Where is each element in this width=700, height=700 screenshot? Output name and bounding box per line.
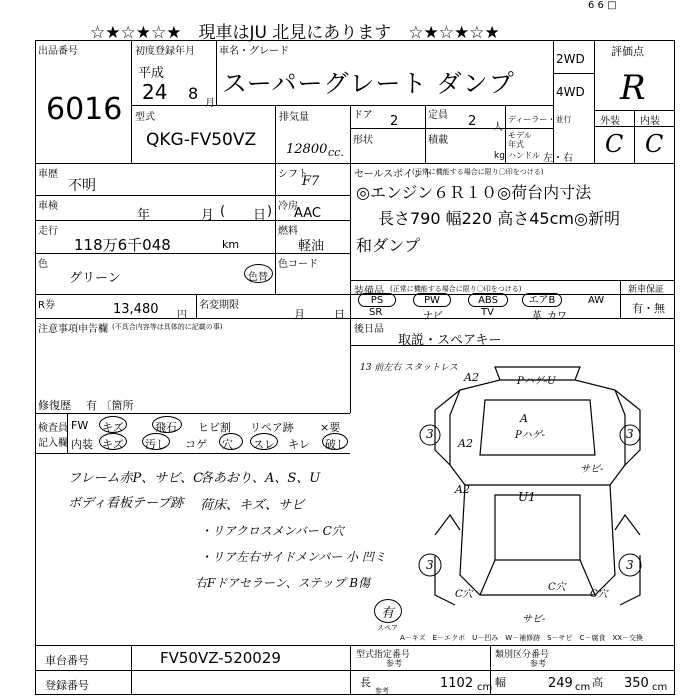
check-int-5: スレ	[253, 438, 275, 451]
dims-ref: 参考	[375, 687, 389, 695]
diagram-a: A	[520, 412, 528, 425]
lot-number: 6016	[46, 92, 123, 127]
remark-2: ボディ看板テープ跡	[68, 496, 184, 511]
header-corner: 6 6 □	[588, 0, 617, 11]
diagram-a2-mid: A2	[455, 483, 470, 496]
mileage-label: 走行	[38, 226, 58, 237]
diagram-3-br: 3	[626, 558, 634, 572]
equipment-label: 装備品	[354, 286, 384, 297]
capacity-label: 定員	[428, 110, 448, 121]
length-value: 1102	[440, 676, 474, 691]
check-ext-1: キズ	[102, 421, 124, 434]
diagram-c-hole-left: C穴	[455, 589, 473, 600]
shape-label: 形状	[353, 135, 373, 146]
car-damage-diagram	[400, 355, 675, 620]
width-label: 幅	[495, 676, 506, 689]
new-manual-label: 新車保証	[628, 285, 665, 295]
interior-grade: C	[645, 130, 664, 158]
remark-6: ・リア左右サイドメンバー 小 凹ミ	[200, 550, 386, 564]
color-value: グリーン	[69, 271, 121, 286]
diagram-3-tl: 3	[426, 427, 434, 441]
recycle-value: 13,480	[113, 302, 159, 317]
chassis-value: FV50VZ-520029	[160, 649, 281, 667]
check-ext-3: ヒビ割	[198, 421, 231, 434]
cooling-label: 冷房	[278, 201, 298, 212]
spare-mark: 有	[381, 606, 395, 621]
inspection-day-open: (	[220, 204, 226, 219]
height-value: 350	[624, 676, 649, 691]
color-change: 色替	[248, 272, 268, 283]
color-label: 色	[38, 259, 48, 270]
category-label: 類別区分番号	[495, 650, 550, 660]
sales-point-label: セールスポイント	[354, 169, 434, 180]
check-int-6: キレ	[288, 438, 310, 451]
doors-label: ドア	[353, 110, 373, 121]
equip-kawa: カワ	[547, 311, 567, 322]
check-ext-2: 飛石	[155, 421, 177, 434]
history-value: 不明	[68, 178, 96, 194]
sales-point-line-3: 和ダンプ	[356, 236, 421, 255]
diagram-3-tr: 3	[626, 427, 634, 441]
check-int-2: 汚し	[145, 438, 167, 451]
remark-4: 荷床、キズ、サビ	[200, 498, 305, 513]
inspection-label: 車検	[38, 201, 58, 212]
equip-leather: 革	[532, 311, 542, 322]
diagram-phage: Pハゲ-	[515, 430, 546, 441]
check-int-1: キズ	[102, 438, 124, 451]
load-unit: kg	[494, 151, 505, 161]
diagram-c-hole-mid: C穴	[548, 582, 566, 593]
header-banner: ☆★☆★☆★ 現車はJU 北見にあります ☆★☆★☆★	[90, 23, 500, 43]
equipment-sublabel: (正常に機能する場合に限り〇印をつける)	[390, 285, 522, 293]
inspection-day: 日	[253, 208, 267, 223]
checks-row1-label: 検査員	[38, 423, 68, 434]
doors-value: 2	[390, 114, 399, 129]
equip-navi: ナビ	[423, 311, 443, 322]
recycle-label: R券	[38, 300, 55, 311]
load-label: 積載	[428, 135, 448, 146]
sales-point-sublabel: (正常に機能する場合に限り〇印をつける)	[412, 168, 544, 176]
chassis-label: 車台番号	[45, 654, 89, 667]
height-unit: cm	[652, 682, 668, 693]
equip-abs: ABS	[468, 293, 508, 307]
registration-month: 8	[188, 84, 199, 103]
ownership-day: 日	[334, 308, 345, 321]
spare-label: スペア	[377, 624, 398, 632]
sales-point-line-2: 長さ790 幅220 高さ45cm◎新明	[378, 209, 620, 228]
drive-4wd: 4WD	[556, 85, 585, 99]
ownership-label: 名変期限	[199, 300, 239, 311]
handle-label: ハンドル	[508, 151, 540, 160]
check-ext-4: リペア跡	[250, 421, 294, 434]
diagram-a2-top: A2	[464, 371, 479, 384]
designation-label: 型式指定番号	[356, 650, 411, 660]
model-value: QKG-FV50VZ	[146, 130, 257, 150]
diagram-pnote: Pハゲ-U	[517, 376, 556, 387]
height-label: 高	[592, 676, 603, 689]
capacity-unit: 人	[493, 122, 503, 133]
engine-value: 12800	[286, 142, 328, 157]
diagram-c-hole-right: C穴	[590, 589, 608, 600]
handle-value: 左・右	[543, 153, 573, 164]
seats-value: 取説・スペアキー	[398, 333, 502, 348]
notes-label: 注意事項申告欄	[38, 324, 108, 335]
model-year-bottom: 年式	[508, 140, 524, 149]
registration-month-unit: 月	[205, 98, 215, 109]
repair-label: 修復歴	[38, 399, 71, 412]
shift-value: F7	[302, 174, 320, 189]
recycle-unit: 円	[177, 310, 187, 321]
model-year-top: モデル	[508, 131, 532, 140]
new-manual-value: 有・無	[632, 302, 665, 315]
exterior-label: 外装	[600, 116, 620, 127]
color-code-label: 色コード	[278, 259, 318, 270]
check-int-4: 穴	[222, 438, 233, 451]
remark-3: 各あおり、A、S、U	[200, 471, 321, 486]
inspection-month: 月	[201, 208, 215, 223]
designation-ref: 参考	[386, 659, 402, 668]
registration-era: 平成	[138, 66, 165, 81]
registration-year: 24	[142, 80, 168, 104]
interior-label: 内装	[640, 116, 660, 127]
check-mark-int-kizu	[99, 433, 127, 450]
diagram-3-bl: 3	[426, 558, 434, 572]
width-unit: cm	[575, 682, 591, 693]
model-label: 型式	[135, 112, 155, 123]
equip-sr: SR	[369, 307, 383, 318]
ownership-month: 月	[294, 308, 305, 321]
inspection-day-close: )	[267, 204, 273, 219]
grade-value: R	[620, 68, 646, 108]
check-fw: FW	[71, 419, 89, 432]
length-unit: cm	[477, 682, 493, 693]
diagram-top-note: 13 前左右 スタットレス	[360, 363, 458, 373]
check-int-7: 破し	[325, 438, 347, 451]
check-mark-kizu	[99, 416, 127, 433]
repair-value: 有 〔箇所	[86, 399, 134, 412]
exterior-grade: C	[605, 130, 624, 158]
history-label: 車歴	[38, 169, 58, 180]
check-mark-tobiishi	[152, 416, 182, 433]
capacity-value: 2	[468, 114, 477, 129]
registration-label: 初度登録年月	[135, 46, 195, 57]
mileage-unit: km	[222, 238, 240, 251]
mileage-value: 118万6千048	[74, 236, 171, 254]
sales-point-line-1: ◎エンジン６Ｒ１０◎荷台内寸法	[356, 183, 592, 202]
remark-1: フレーム赤P、サビ、C	[68, 471, 204, 486]
reg-number-label: 登録番号	[45, 679, 89, 692]
remark-5: ・リアクロスメンバー C穴	[200, 524, 344, 538]
equip-pw: PW	[413, 293, 451, 307]
shift-label: シフト	[278, 169, 308, 180]
engine-unit: cc.	[328, 146, 344, 159]
check-mark-int-yabure	[322, 433, 348, 450]
cooling-value: AAC	[294, 206, 321, 221]
remark-7: 右Fドアセラーン、ステップ B傷	[195, 576, 371, 590]
equip-aw: AW	[588, 295, 605, 306]
diagram-a2-left: A2	[458, 437, 473, 450]
check-mark-int-ana	[219, 433, 243, 450]
seats-label: 後日品	[354, 324, 384, 335]
width-value: 249	[548, 676, 573, 691]
equip-ps: PS	[358, 293, 396, 307]
engine-label: 排気量	[279, 112, 309, 123]
check-ext-5: ×要	[320, 421, 341, 434]
vehicle-name: スーパーグレート ダンプ	[222, 69, 515, 98]
category-ref: 参考	[530, 659, 546, 668]
length-label: 長	[360, 676, 371, 689]
fuel-label: 燃料	[278, 226, 298, 237]
legend-row-1: A－キズ E－エクボ U－凹み W－補修跡 S－サビ C－腐食 XX－交換	[400, 634, 644, 642]
notes-sublabel: (不具合内容等は具体的に記載の事)	[112, 323, 223, 331]
fuel-value: 軽油	[298, 239, 325, 254]
equip-tv: TV	[481, 307, 494, 318]
diagram-sabi-bottom: サビ-	[522, 614, 546, 625]
diagram-sabi-right: サビ-	[580, 464, 604, 475]
equip-airbag: エアB	[522, 293, 562, 307]
diagram-u1: U1	[518, 490, 536, 504]
check-mark-int-sure	[250, 433, 278, 450]
check-mark-int-yogore	[142, 433, 170, 450]
vehicle-label: 車名・グレード	[219, 46, 289, 57]
inspection-year: 年	[137, 208, 151, 223]
grade-label: 評価点	[611, 45, 644, 58]
check-interior-label: 内装	[71, 438, 93, 451]
check-int-3: コゲ	[185, 438, 207, 451]
dealer-label: ディーラー・並行	[508, 115, 572, 124]
drive-2wd: 2WD	[556, 52, 585, 66]
checks-row2-label: 記入欄	[38, 438, 68, 449]
lot-label: 出品番号	[38, 46, 78, 57]
